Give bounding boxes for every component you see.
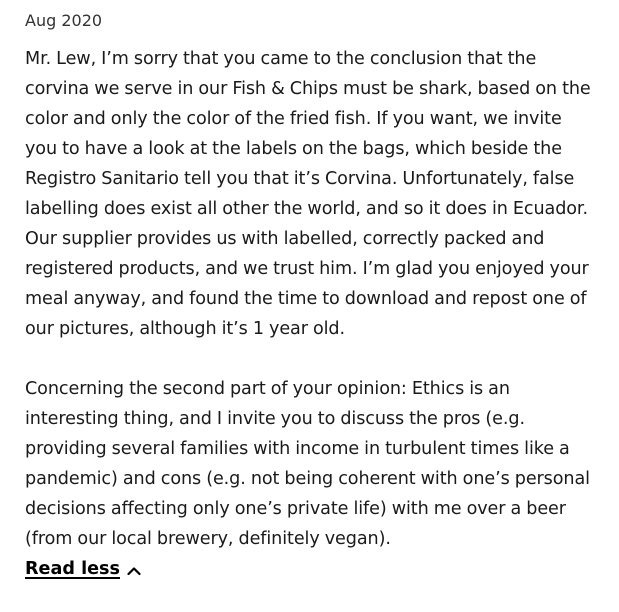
chevron-up-icon [126,561,142,577]
paragraph-spacer [25,344,595,374]
response-date: Aug 2020 [25,11,103,30]
response-paragraph-1: Mr. Lew, I’m sorry that you came to the conclusion that the corvina we serve in our Fish & Chips must be shark, based on the color and only the color of the fried fish. If you want, we invite you to have a look at the labels on the bags, which beside the Registro Sanitario tell you that it’s Corvina. Unfortunately, false labelling does exist all other the world, and so it does in Ecuador. Our supplier provides us with labelled, correctly packed and registered products, and we trust him. I’m glad you enjoyed your meal anyway, and found the time to download and repost one of our pictures, although it’s 1 year old. [25,49,591,339]
read-less-label: Read less [25,559,120,579]
read-less-button[interactable] [25,556,142,582]
response-paragraph-2: Concerning the second part of your opinion: Ethics is an interesting thing, and I invite you to discuss the pros (e.g. providing several families with income in turbulent times like a pandemic) and cons (e.g. not being coherent with one’s personal decisions affecting only one’s private life) with me over a beer (from our local brewery, definitely vegan). [25,379,590,549]
